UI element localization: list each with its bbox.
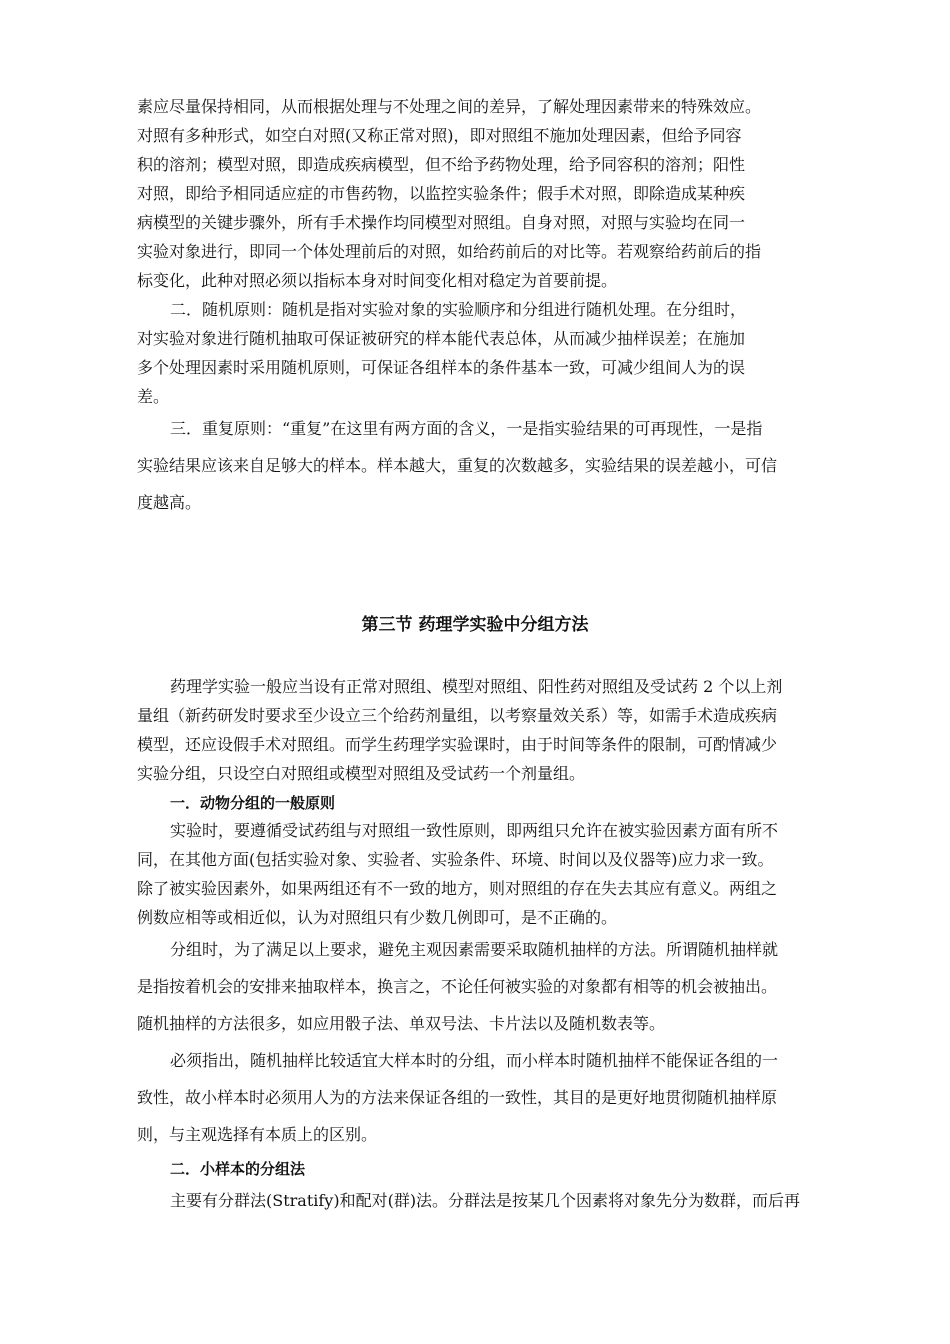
paragraph-line: 素应尽量保持相同，从而根据处理与不处理之间的差异，了解处理因素带来的特殊效应。 [137,97,762,116]
paragraph-line: 模型，还应设假手术对照组。而学生药理学实验课时，由于时间等条件的限制，可酌情减少 [137,735,778,754]
paragraph-line: 对照有多种形式，如空白对照(又称正常对照)，即对照组不施加处理因素，但给予同容 [137,126,742,145]
paragraph-line: 随机抽样的方法很多，如应用骰子法、单双号法、卡片法以及随机数表等。 [137,1014,666,1033]
paragraph-line: 分组时，为了满足以上要求，避免主观因素需要采取随机抽样的方法。所谓随机抽样就 [170,940,779,959]
paragraph-line: 必须指出，随机抽样比较适宜大样本时的分组，而小样本时随机抽样不能保证各组的一 [170,1051,779,1070]
subheading: 二．小样本的分组法 [170,1160,306,1178]
paragraph-line: 实验分组，只设空白对照组或模型对照组及受试药一个剂量组。 [137,764,586,783]
paragraph-line: 度越高。 [137,493,202,512]
section-title: 第三节 药理学实验中分组方法 [361,615,589,635]
paragraph-line: 量组（新药研发时要求至少设立三个给药剂量组，以考察量效关系）等，如需手术造成疾病 [137,706,778,725]
paragraph-line: 标变化，此种对照必须以指标本身对时间变化相对稳定为首要前提。 [137,271,618,290]
paragraph-line: 二．随机原则：随机是指对实验对象的实验顺序和分组进行随机处理。在分组时， [170,300,747,319]
paragraph-line: 则，与主观选择有本质上的区别。 [137,1125,378,1144]
paragraph-line: 实验时，要遵循受试药组与对照组一致性原则，即两组只允许在被实验因素方面有所不 [170,821,779,840]
paragraph-line: 差。 [137,387,170,406]
paragraph-line: 实验结果应该来自足够大的样本。样本越大，重复的次数越多，实验结果的误差越小，可信 [137,456,778,475]
paragraph-line: 除了被实验因素外，如果两组还有不一致的地方，则对照组的存在失去其应有意义。两组之 [137,879,778,898]
paragraph-line: 致性，故小样本时必须用人为的方法来保证各组的一致性，其目的是更好地贯彻随机抽样原 [137,1088,778,1107]
paragraph-line: 同，在其他方面(包括实验对象、实验者、实验条件、环境、时间以及仪器等)应力求一致。 [137,850,774,869]
paragraph-line: 实验对象进行，即同一个体处理前后的对照，如给药前后的对比等。若观察给药前后的指 [137,242,762,261]
paragraph-line: 对实验对象进行随机抽取可保证被研究的样本能代表总体，从而减少抽样误差；在施加 [137,329,746,348]
paragraph-line: 主要有分群法(Stratify)和配对(群)法。分群法是按某几个因素将对象先分为数群，而后再 [170,1191,801,1210]
paragraph-line: 对照，即给予相同适应症的市售药物，以监控实验条件；假手术对照，即除造成某种疾 [137,184,746,203]
subheading: 一．动物分组的一般原则 [170,794,336,812]
paragraph-line: 多个处理因素时采用随机原则，可保证各组样本的条件基本一致，可减少组间人为的误 [137,358,746,377]
paragraph-line: 例数应相等或相近似，认为对照组只有少数几例即可，是不正确的。 [137,908,618,927]
paragraph-line: 是指按着机会的安排来抽取样本，换言之，不论任何被实验的对象都有相等的机会被抽出。 [137,977,778,996]
paragraph-line: 药理学实验一般应当设有正常对照组、模型对照组、阳性药对照组及受试药 2 个以上剂 [170,677,783,696]
paragraph-line: 病模型的关键步骤外，所有手术操作均同模型对照组。自身对照，对照与实验均在同一 [137,213,746,232]
paragraph-line: 积的溶剂；模型对照，即造成疾病模型，但不给予药物处理，给予同容积的溶剂；阳性 [137,155,746,174]
paragraph-line: 三．重复原则：“重复”在这里有两方面的含义，一是指实验结果的可再现性，一是指 [170,419,763,438]
